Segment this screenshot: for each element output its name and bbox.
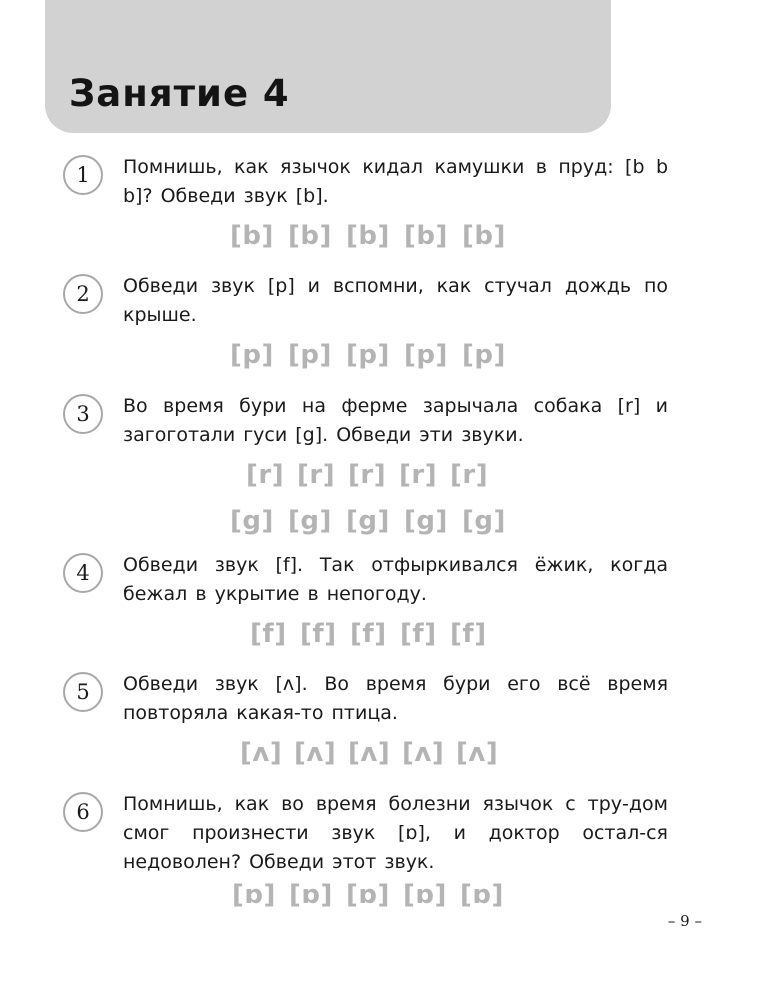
sound-item[interactable]: [g] xyxy=(288,506,332,536)
sound-row xyxy=(230,506,520,536)
sound-item[interactable]: [r] xyxy=(246,460,285,490)
sound-item[interactable]: [b] xyxy=(230,221,274,251)
task-text: Обведи звук [ʌ]. Во время бури его всё время повторяла какая-то птица. xyxy=(123,673,668,724)
sound-item[interactable]: [ɒ] xyxy=(289,880,333,910)
sound-item[interactable]: [ɒ] xyxy=(460,880,504,910)
page-title: Занятие 4 xyxy=(69,72,290,115)
sound-item[interactable]: [p] xyxy=(288,340,332,370)
sound-item[interactable]: [ʌ] xyxy=(240,738,283,768)
sound-item[interactable]: [p] xyxy=(230,340,274,370)
sound-row xyxy=(230,221,520,251)
sound-item[interactable]: [f] xyxy=(300,619,337,649)
sound-item[interactable]: [r] xyxy=(297,460,336,490)
page-number: – 9 – xyxy=(667,912,702,930)
task-text: Обведи звук [p] и вспомни, как стучал дождь по крыше. xyxy=(123,275,668,326)
sound-row xyxy=(246,460,501,490)
sound-item[interactable]: [g] xyxy=(404,506,448,536)
sound-item[interactable]: [b] xyxy=(288,221,332,251)
sound-item[interactable]: [b] xyxy=(404,221,448,251)
sound-item[interactable]: [ɒ] xyxy=(346,880,390,910)
task-text: Помнишь, как язычок кидал камушки в пруд: [b b b]? Обведи звук [b]. xyxy=(123,156,668,207)
sound-item[interactable]: [r] xyxy=(348,460,387,490)
task-number-badge: 4 xyxy=(63,553,103,593)
task-number-badge: 1 xyxy=(63,155,103,195)
sound-item[interactable]: [b] xyxy=(462,221,506,251)
sound-row xyxy=(250,619,500,649)
sound-item[interactable]: [g] xyxy=(346,506,390,536)
task-text: Во время бури на ферме зарычала собака [r] и загоготали гуси [g]. Обведи эти звуки. xyxy=(123,395,668,446)
task-text: Помнишь, как во время болезни язычок с тру-дом смог произнести звук [ɒ], и доктор остал-ся недоволен? Обведи этот звук. xyxy=(123,793,668,873)
sound-item[interactable]: [f] xyxy=(350,619,387,649)
sound-row xyxy=(240,738,510,768)
sound-item[interactable]: [p] xyxy=(462,340,506,370)
sound-item[interactable]: [ʌ] xyxy=(402,738,445,768)
lesson-header xyxy=(45,0,611,133)
sound-item[interactable]: [p] xyxy=(404,340,448,370)
sound-row xyxy=(232,880,517,910)
task-number-badge: 2 xyxy=(63,274,103,314)
sound-row xyxy=(230,340,520,370)
task-number-badge: 5 xyxy=(63,672,103,712)
sound-item[interactable]: [f] xyxy=(450,619,487,649)
sound-item[interactable]: [ɒ] xyxy=(232,880,276,910)
sound-item[interactable]: [ʌ] xyxy=(294,738,337,768)
sound-item[interactable]: [r] xyxy=(450,460,489,490)
sound-item[interactable]: [r] xyxy=(399,460,438,490)
sound-item[interactable]: [g] xyxy=(230,506,274,536)
sound-item[interactable]: [b] xyxy=(346,221,390,251)
sound-item[interactable]: [f] xyxy=(250,619,287,649)
sound-item[interactable]: [g] xyxy=(462,506,506,536)
task-number-badge: 6 xyxy=(63,792,103,832)
sound-item[interactable]: [ʌ] xyxy=(456,738,499,768)
task-text: Обведи звук [f]. Так отфыркивался ёжик, когда бежал в укрытие в непогоду. xyxy=(123,554,668,605)
sound-item[interactable]: [p] xyxy=(346,340,390,370)
task-number-badge: 3 xyxy=(63,394,103,434)
sound-item[interactable]: [ɒ] xyxy=(403,880,447,910)
sound-item[interactable]: [f] xyxy=(400,619,437,649)
sound-item[interactable]: [ʌ] xyxy=(348,738,391,768)
